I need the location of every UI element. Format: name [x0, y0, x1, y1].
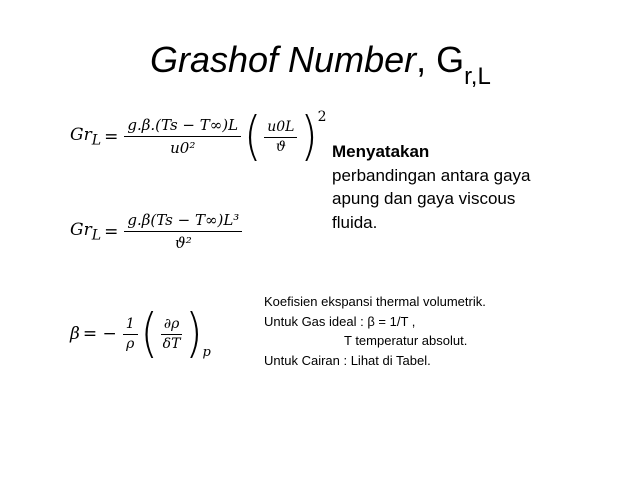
- formula2-denominator: ϑ²: [174, 234, 192, 252]
- formula3-right-paren: ): [185, 302, 203, 364]
- formula1-right-paren: ): [300, 105, 318, 167]
- description-line: apung dan gaya viscous: [332, 189, 516, 208]
- formula1-numerator: g.β.(Ts − T∞)L: [124, 115, 241, 137]
- formula3-lhs: β: [70, 324, 80, 344]
- formula3-inner-fraction: [161, 315, 182, 353]
- formula3-subscript: p: [202, 344, 211, 360]
- formula3-equals: = −: [82, 324, 117, 344]
- description-heading: Menyatakan: [332, 142, 430, 161]
- formula-grashof-viscosity: [70, 210, 245, 254]
- formula3-fraction: [123, 315, 138, 353]
- formula1-inner-numerator: u0L: [264, 118, 297, 138]
- title-comma: , G: [416, 39, 465, 80]
- formula1-lhs: $Gr_L$: [70, 125, 102, 149]
- description-block: [332, 140, 531, 234]
- formula3-numerator: 1: [123, 315, 138, 335]
- title-main: Grashof Number: [150, 39, 417, 80]
- formula-beta: [70, 302, 211, 364]
- formula1-fraction: [124, 115, 241, 159]
- formula2-lhs: $Gr_L$: [70, 220, 102, 244]
- formula3-left-paren: (: [140, 302, 158, 364]
- formula1-left-paren: (: [244, 105, 262, 167]
- description-line: fluida.: [332, 212, 378, 232]
- note-line: Koefisien ekspansi thermal volumetrik.: [264, 294, 486, 309]
- slide-title: [150, 38, 491, 90]
- note-line: Untuk Cairan : Lihat di Tabel.: [264, 352, 431, 368]
- note-line: T temperatur absolut.: [344, 333, 468, 348]
- formula1-denominator: u0²: [170, 139, 196, 157]
- title-subscript: r,L: [464, 63, 491, 90]
- formula1-power: 2: [317, 109, 327, 125]
- formula-grashof-velocity: [70, 105, 327, 167]
- formula3-inner-denominator: δT: [162, 336, 181, 352]
- formula1-inner-fraction: [264, 118, 297, 156]
- description-line: perbandingan antara gaya: [332, 165, 531, 185]
- notes-block: [264, 292, 486, 370]
- formula1-equals: =: [104, 127, 119, 147]
- formula3-inner-numerator: ∂ρ: [161, 315, 182, 335]
- formula3-denominator: ρ: [126, 336, 135, 352]
- formula2-fraction: [124, 210, 242, 254]
- formula1-inner-denominator: ϑ: [275, 139, 286, 155]
- note-line: Untuk Gas ideal : β = 1/T ,: [264, 313, 416, 329]
- formula2-equals: =: [104, 222, 119, 242]
- formula2-numerator: g.β(Ts − T∞)L³: [124, 210, 242, 232]
